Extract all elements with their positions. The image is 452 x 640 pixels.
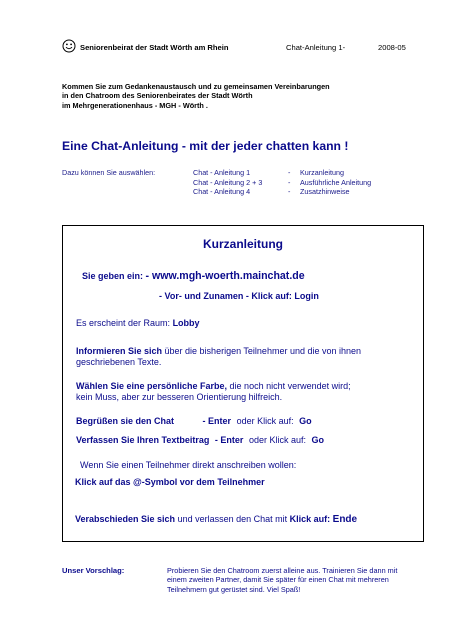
- guide-name: Chat - Anleitung 1: [193, 168, 251, 177]
- direct-message-hint: Wenn Sie einen Teilnehmer direkt anschreiben wollen:: [80, 460, 297, 470]
- guide-separator: -: [288, 187, 291, 197]
- farewell-bold: Verabschieden Sie sich: [75, 514, 176, 524]
- inform-text: über die bisherigen Teilnehmer und die von ihnen geschriebenen Texte.: [76, 346, 362, 368]
- guide-description: Zusatzhinweise: [300, 187, 350, 197]
- write-or: oder Klick auf:: [248, 435, 306, 445]
- greet-bold: Begrüßen sie den Chat: [76, 416, 175, 426]
- intro-line: in den Chatroom des Seniorenbeirates der Stadt Wörth: [62, 91, 253, 101]
- guide-name: Chat - Anleitung 4: [193, 187, 251, 197]
- farewell-end: Ende: [332, 514, 358, 525]
- page-header: [62, 40, 412, 56]
- enter-label: Sie geben ein:: [82, 271, 144, 281]
- enter-url-line: [82, 270, 305, 282]
- suggestion-text: Probieren Sie den Chatroom zuerst alleine aus. Trainieren Sie dann mit einem zweiten Partner, damit Sie später für einen Chat mit mehreren Teilnehmern gut gerüstet sind. Viel Spaß!: [167, 566, 398, 594]
- quick-guide-box: [62, 225, 424, 542]
- guide-separator: -: [288, 168, 291, 177]
- farewell-text: und verlassen den Chat mit: [175, 514, 290, 524]
- greet-line: [76, 416, 312, 426]
- color-paragraph: [76, 381, 416, 404]
- inform-bold: Informieren Sie sich: [76, 346, 163, 356]
- room-label: Es erscheint der Raum:: [76, 318, 171, 328]
- greet-enter: - Enter: [202, 416, 232, 426]
- document-date: 2008-05: [378, 43, 406, 52]
- intro-line: im Mehrgenerationenhaus - MGH - Wörth .: [62, 100, 208, 110]
- greet-go: Go: [299, 416, 312, 426]
- color-text: die noch nicht verwendet wird;: [227, 381, 351, 391]
- write-go: Go: [311, 435, 324, 445]
- box-title: Kurzanleitung: [203, 237, 283, 251]
- guide-separator: -: [288, 177, 291, 187]
- greet-or: oder Klick auf:: [236, 416, 294, 426]
- color-text-2: kein Muss, aber zur besseren Orientierung hilfreich.: [76, 392, 283, 403]
- write-line: [76, 435, 324, 445]
- at-symbol-instruction: Klick auf das @-Symbol vor dem Teilnehmer: [75, 477, 265, 487]
- choose-label: Dazu können Sie auswählen:: [62, 168, 156, 177]
- write-enter: - Enter: [214, 435, 244, 445]
- color-bold: Wählen Sie eine persönliche Farbe,: [76, 381, 228, 391]
- login-instruction: - Vor- und Zunamen - Klick auf: Login: [159, 291, 319, 301]
- room-line: [76, 318, 200, 328]
- suggestion-label: Unser Vorschlag:: [62, 566, 125, 575]
- smiley-icon: [62, 39, 76, 53]
- inform-paragraph: [76, 346, 416, 369]
- guide-description: Kurzanleitung: [300, 168, 344, 177]
- organization-name: Seniorenbeirat der Stadt Wörth am Rhein: [80, 43, 229, 52]
- room-name: Lobby: [172, 318, 200, 328]
- login-line: [159, 291, 319, 301]
- at-symbol-line: [75, 477, 265, 487]
- chat-url: - www.mgh-woerth.mainchat.de: [145, 270, 305, 282]
- intro-paragraph: [62, 82, 330, 110]
- guide-name: Chat - Anleitung 2 + 3: [193, 177, 263, 187]
- intro-line: Kommen Sie zum Gedankenaustausch und zu gemeinsamen Vereinbarungen: [62, 82, 330, 91]
- write-bold: Verfassen Sie Ihren Textbeitrag: [76, 435, 210, 445]
- farewell-click: Klick auf:: [289, 514, 331, 524]
- guide-description: Ausführliche Anleitung: [300, 177, 372, 187]
- page-title: Eine Chat-Anleitung - mit der jeder chatten kann !: [62, 139, 349, 153]
- document-id: Chat-Anleitung 1-: [286, 43, 346, 52]
- farewell-line: [75, 514, 357, 525]
